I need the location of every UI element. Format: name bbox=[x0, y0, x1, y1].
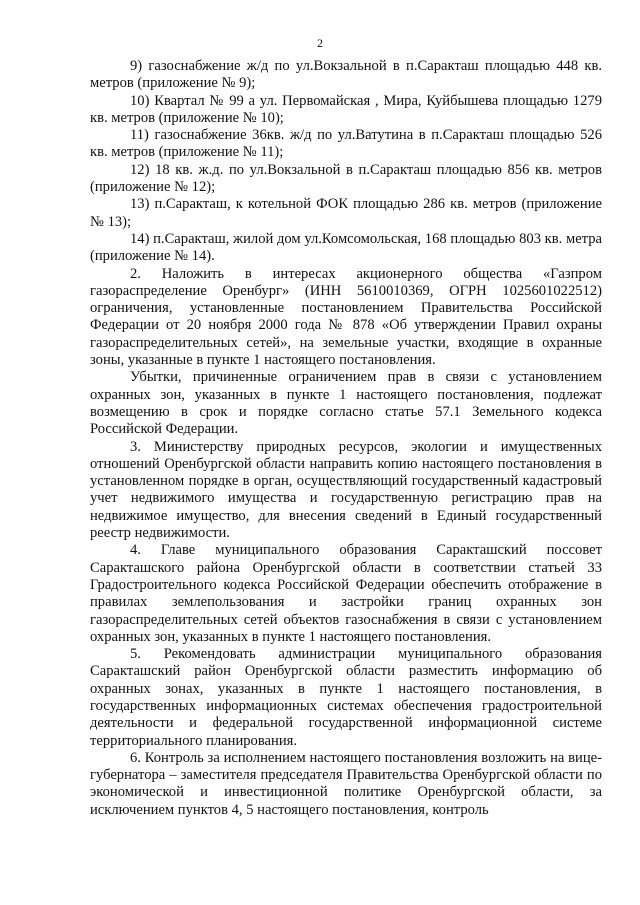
paragraph-clause-5: 5. Рекомендовать администрации муниципального образования Саракташский район Оренбургской области разместить информацию об охранных зонах, указанных в пункте 1 настоящего постановления, в государственных информационных системах обеспечения градостроительной деятельности и федеральной государственной информационной системе территориального планирования. bbox=[90, 646, 602, 749]
paragraph-item-12: 12) 18 кв. ж.д. по ул.Вокзальной в п.Саракташ площадью 856 кв. метров (приложение № 12); bbox=[90, 161, 602, 196]
paragraph-clause-4: 4. Главе муниципального образования Саракташский поссовет Саракташского района Оренбургской области в соответствии статьей 33 Градостроительного кодекса Российской Федерации обеспечить отображение в правилах землепользования и застройки границ охранных зон газораспределительных сетей объектов газоснабжения в связи с установлением охранных зон, указанных в пункте 1 настоящего постановления. bbox=[90, 542, 602, 645]
paragraph-item-14: 14) п.Саракташ, жилой дом ул.Комсомольская, 168 площадью 803 кв. метра (приложение № 14). bbox=[90, 230, 602, 265]
paragraph-item-11: 11) газоснабжение 36кв. ж/д по ул.Ватутина в п.Саракташ площадью 526 кв. метров (приложение № 11); bbox=[90, 127, 602, 161]
paragraph-item-10: 10) Квартал № 99 а ул. Первомайская , Мира, Куйбышева площадью 1279 кв. метров (приложение № 10); bbox=[90, 92, 602, 126]
document-body bbox=[90, 58, 602, 819]
paragraph-item-9: 9) газоснабжение ж/д по ул.Вокзальной в п.Саракташ площадью 448 кв. метров (приложение № 9); bbox=[90, 58, 602, 92]
paragraph-clause-2: 2. Наложить в интересах акционерного общества «Газпром газораспределение Оренбург» (ИНН 5610010369, ОГРН 1025601022512) ограничения, установленные постановлением Правительства Российской Федерации от 20 ноября 2000 года № 878 «Об утверждении Правил охраны газораспределительных сетей», на земельные участки, входящие в охранные зоны, указанные в пункте 1 настоящего постановления. bbox=[90, 265, 602, 369]
paragraph-clause-3: 3. Министерству природных ресурсов, экологии и имущественных отношений Оренбургской области направить копию настоящего постановления в установленном порядке в орган, осуществляющий государственный кадастровый учет недвижимого имущества и государственную регистрацию прав на недвижимое имущество, для внесения сведений в Единый государственный реестр недвижимости. bbox=[90, 438, 602, 542]
page-number: 2 bbox=[317, 36, 323, 50]
paragraph-item-13: 13) п.Саракташ, к котельной ФОК площадью 286 кв. метров (приложение № 13); bbox=[90, 196, 602, 230]
paragraph-clause-6: 6. Контроль за исполнением настоящего постановления возложить на вице-губернатора – заместителя председателя Правительства Оренбургской области по экономической и инвестиционной политике Оренбургской области, за исключением пунктов 4, 5 настоящего постановления, контроль bbox=[90, 749, 602, 818]
paragraph-losses: Убытки, причиненные ограничением прав в связи с установлением охранных зон, указанных в пункте 1 настоящего постановления, подлежат возмещению в срок и порядке согласно статье 57.1 Земельного кодекса Российской Федерации. bbox=[90, 369, 602, 438]
